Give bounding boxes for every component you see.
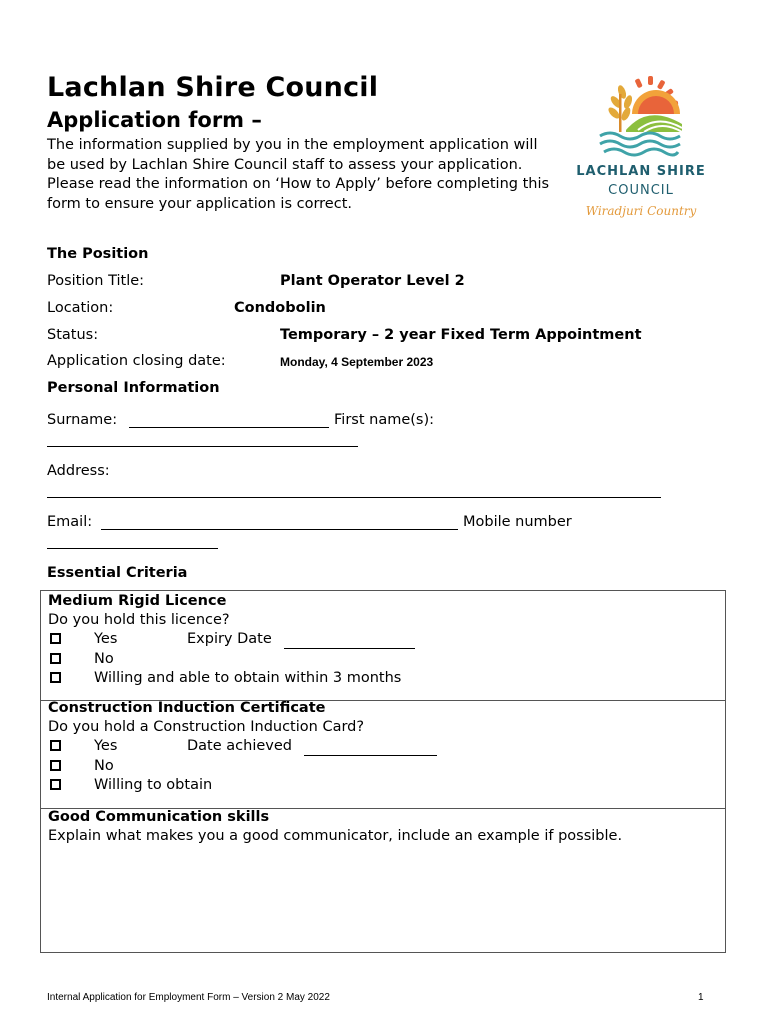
date-achieved-field[interactable] (304, 755, 437, 756)
induction-no-checkbox[interactable] (50, 760, 61, 771)
logo-name-line1: LACHLAN SHIRE (576, 164, 706, 179)
licence-no-checkbox[interactable] (50, 653, 61, 664)
licence-yes-label: Yes (94, 631, 118, 647)
induction-willing-label: Willing to obtain (94, 777, 213, 793)
personal-heading: Personal Information (47, 380, 220, 396)
position-heading: The Position (47, 246, 149, 262)
induction-yes-label: Yes (94, 738, 118, 754)
mobile-field[interactable] (47, 548, 218, 549)
address-field[interactable] (47, 497, 661, 498)
status-label: Status: (47, 327, 99, 343)
communication-section (40, 808, 726, 953)
email-field[interactable] (101, 529, 458, 530)
council-logo-icon (588, 74, 688, 160)
footer-text: Internal Application for Employment Form – Version 2 May 2022 (47, 992, 330, 1003)
closing-date-value: Monday, 4 September 2023 (280, 355, 434, 369)
firstname-field[interactable] (47, 446, 358, 447)
licence-title: Medium Rigid Licence (48, 593, 227, 609)
induction-section (40, 700, 726, 809)
expiry-date-label: Expiry Date (187, 631, 272, 647)
logo-name-line2: COUNCIL (608, 183, 674, 198)
position-title-value: Plant Operator Level 2 (280, 273, 465, 289)
status-value: Temporary – 2 year Fixed Term Appointment (280, 327, 642, 343)
mobile-label: Mobile number (463, 514, 572, 530)
page-number: 1 (698, 992, 704, 1003)
location-value: Condobolin (234, 300, 326, 316)
licence-section (40, 590, 726, 701)
communication-answer-area[interactable] (48, 849, 718, 947)
form-subtitle: Application form – (47, 108, 262, 132)
expiry-date-field[interactable] (284, 648, 415, 649)
email-label: Email: (47, 514, 93, 530)
surname-field[interactable] (129, 427, 329, 428)
surname-label: Surname: (47, 412, 118, 428)
logo-tagline: Wiradjuri Country (585, 204, 697, 218)
page-title: Lachlan Shire Council (47, 72, 379, 103)
date-achieved-label: Date achieved (187, 738, 292, 754)
licence-question: Do you hold this licence? (48, 612, 230, 628)
induction-willing-checkbox[interactable] (50, 779, 61, 790)
communication-title: Good Communication skills (48, 809, 270, 825)
communication-question: Explain what makes you a good communicator, include an example if possible. (48, 828, 623, 844)
intro-paragraph: The information supplied by you in the employment application will be used by Lachlan Shire Council staff to assess your application. Please read the information on ‘How to Apply’ before completing this form to ensure your application is correct. (47, 137, 550, 212)
induction-question: Do you hold a Construction Induction Card? (48, 719, 365, 735)
location-label: Location: (47, 300, 114, 316)
induction-yes-checkbox[interactable] (50, 740, 61, 751)
criteria-heading: Essential Criteria (47, 565, 188, 581)
address-label: Address: (47, 463, 110, 479)
licence-yes-checkbox[interactable] (50, 633, 61, 644)
induction-no-label: No (94, 758, 114, 774)
licence-willing-label: Willing and able to obtain within 3 months (94, 670, 402, 686)
licence-no-label: No (94, 651, 114, 667)
firstname-label: First name(s): (334, 412, 434, 428)
induction-title: Construction Induction Certificate (48, 700, 326, 716)
closing-date-label: Application closing date: (47, 353, 226, 369)
position-title-label: Position Title: (47, 273, 145, 289)
licence-willing-checkbox[interactable] (50, 672, 61, 683)
